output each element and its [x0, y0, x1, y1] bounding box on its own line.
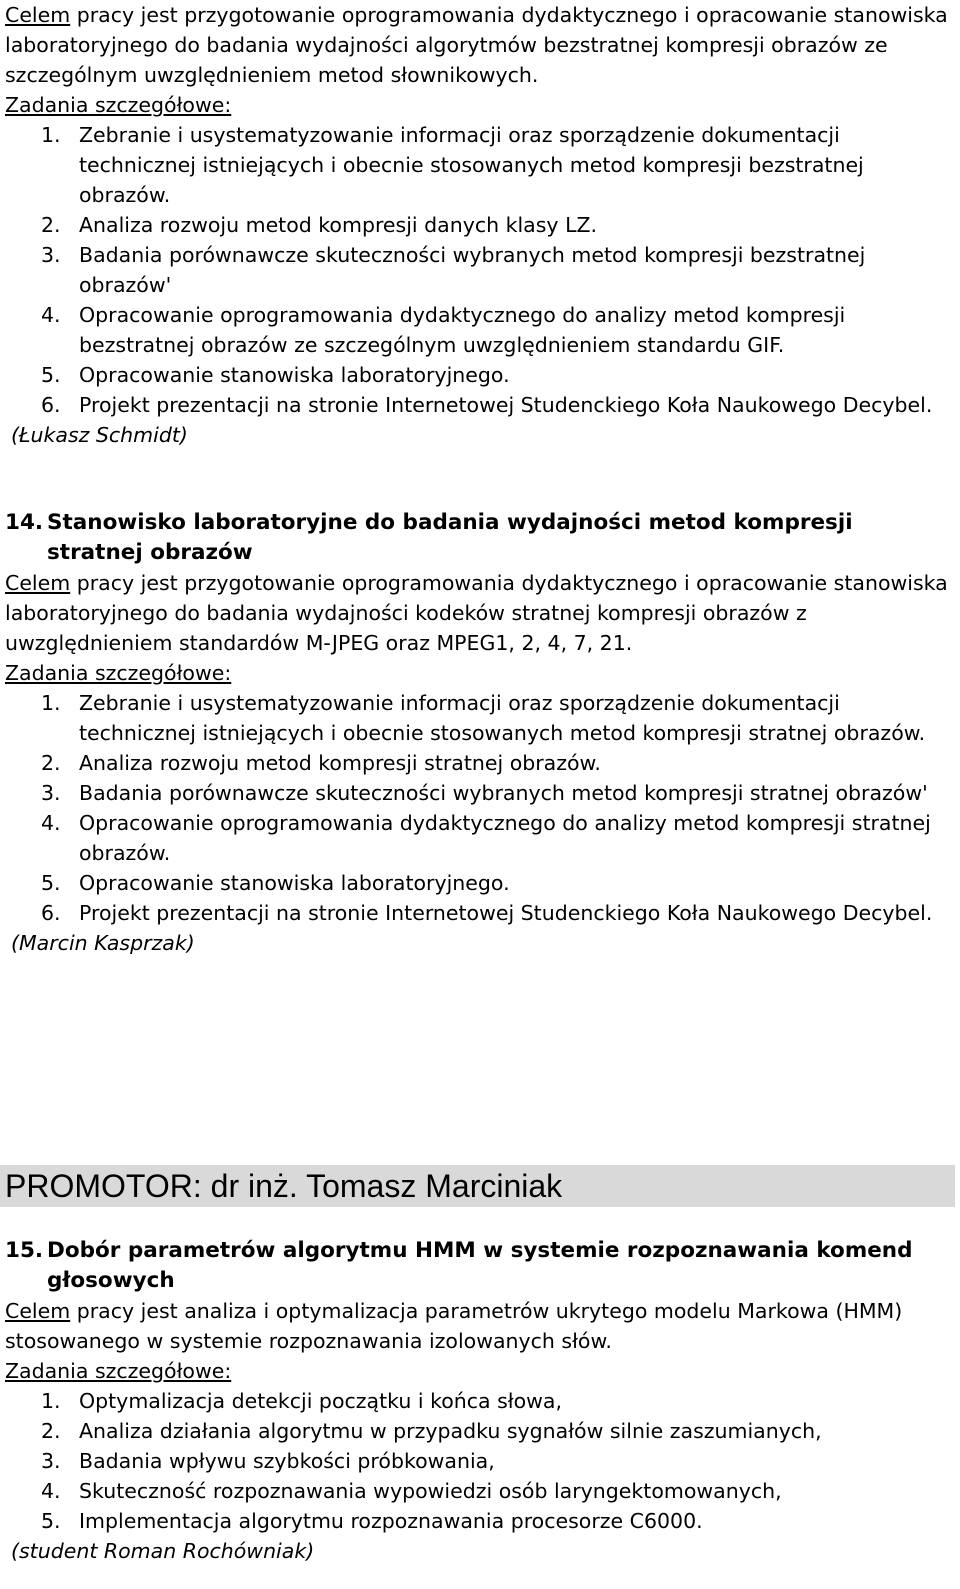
task-number: 4.	[41, 303, 61, 327]
list-item	[5, 210, 955, 240]
task-text: Analiza rozwoju metod kompresji danych klasy LZ.	[79, 213, 598, 237]
task-number: 2.	[41, 751, 61, 775]
intro-text: pracy jest przygotowanie oprogramowania dydaktycznego i opracowanie stanowiska laboratoryjnego do badania wydajności algorytmów bezstratnej kompresji obrazów ze szczególnym uwzględnieniem metod słownikowych.	[5, 3, 948, 87]
task-number: 2.	[41, 1419, 61, 1443]
task-number: 5.	[41, 1509, 61, 1533]
tasks-label: Zadania szczegółowe:	[5, 93, 232, 117]
list-item	[5, 778, 955, 808]
task-number: 1.	[41, 123, 61, 147]
task-number: 3.	[41, 1449, 61, 1473]
section-14	[5, 508, 955, 958]
author: (Łukasz Schmidt)	[11, 423, 188, 447]
list-item	[5, 1476, 955, 1506]
task-number: 3.	[41, 243, 61, 267]
list-item	[5, 1386, 955, 1416]
author: (student Roman Rochówniak)	[11, 1539, 315, 1563]
section-heading	[5, 508, 955, 568]
task-text: Projekt prezentacji na stronie Internetowej Studenckiego Koła Naukowego Decybel.	[79, 393, 933, 417]
section-prev-intro	[5, 0, 955, 90]
intro-lead: Celem	[5, 571, 71, 595]
list-item	[5, 120, 955, 210]
task-number: 6.	[41, 901, 61, 925]
section-number: 14.	[5, 510, 44, 535]
intro-text: pracy jest przygotowanie oprogramowania dydaktycznego i opracowanie stanowiska laboratoryjnego do badania wydajności kodeków stratnej kompresji obrazów z uwzględnieniem standardów M-JPEG oraz MPEG1, 2, 4, 7, 21.	[5, 571, 948, 655]
task-text: Zebranie i usystematyzowanie informacji oraz sporządzenie dokumentacji technicznej istniejących i obecnie stosowanych metod kompresji stratnej obrazów.	[79, 691, 926, 745]
section-number: 15.	[5, 1238, 44, 1263]
intro-lead: Celem	[5, 3, 71, 27]
list-item	[5, 1506, 955, 1536]
task-text: Opracowanie stanowiska laboratoryjnego.	[79, 363, 510, 387]
author: (Marcin Kasprzak)	[11, 931, 195, 955]
section-intro	[5, 568, 955, 658]
task-text: Analiza rozwoju metod kompresji stratnej obrazów.	[79, 751, 601, 775]
promotor-banner: PROMOTOR: dr inż. Tomasz Marciniak	[0, 1165, 955, 1207]
section-intro	[5, 1296, 955, 1356]
task-number: 5.	[41, 363, 61, 387]
tasks-label: Zadania szczegółowe:	[5, 1359, 232, 1383]
intro-text: pracy jest analiza i optymalizacja parametrów ukrytego modelu Markowa (HMM) stosowanego w systemie rozpoznawania izolowanych słów.	[5, 1299, 903, 1353]
list-item	[5, 390, 955, 420]
task-text: Opracowanie stanowiska laboratoryjnego.	[79, 871, 510, 895]
section-title: Stanowisko laboratoryjne do badania wydajności metod kompresji stratnej obrazów	[47, 510, 853, 565]
task-text: Badania porównawcze skuteczności wybranych metod kompresji bezstratnej obrazów'	[79, 243, 866, 297]
task-number: 5.	[41, 871, 61, 895]
task-list	[5, 1386, 955, 1536]
task-text: Badania porównawcze skuteczności wybranych metod kompresji stratnej obrazów'	[79, 781, 928, 805]
list-item	[5, 748, 955, 778]
task-number: 4.	[41, 1479, 61, 1503]
section-prev	[5, 0, 955, 450]
task-number: 2.	[41, 213, 61, 237]
task-text: Analiza działania algorytmu w przypadku sygnałów silnie zaszumianych,	[79, 1419, 822, 1443]
task-text: Zebranie i usystematyzowanie informacji oraz sporządzenie dokumentacji technicznej istniejących i obecnie stosowanych metod kompresji bezstratnej obrazów.	[79, 123, 864, 207]
task-number: 6.	[41, 393, 61, 417]
task-text: Projekt prezentacji na stronie Internetowej Studenckiego Koła Naukowego Decybel.	[79, 901, 933, 925]
tasks-label: Zadania szczegółowe:	[5, 661, 232, 685]
list-item	[5, 240, 955, 300]
task-text: Opracowanie oprogramowania dydaktycznego do analizy metod kompresji stratnej obrazów.	[79, 811, 931, 865]
task-text: Opracowanie oprogramowania dydaktycznego do analizy metod kompresji bezstratnej obrazów ze szczególnym uwzględnieniem standardu GIF.	[79, 303, 846, 357]
task-number: 1.	[41, 691, 61, 715]
task-text: Skuteczność rozpoznawania wypowiedzi osób laryngektomowanych,	[79, 1479, 782, 1503]
task-text: Badania wpływu szybkości próbkowania,	[79, 1449, 495, 1473]
list-item	[5, 1446, 955, 1476]
list-item	[5, 300, 955, 360]
list-item	[5, 898, 955, 928]
task-number: 4.	[41, 811, 61, 835]
task-list	[5, 688, 955, 928]
list-item	[5, 808, 955, 868]
section-15	[5, 1236, 955, 1566]
list-item	[5, 360, 955, 390]
section-heading	[5, 1236, 955, 1296]
section-title: Dobór parametrów algorytmu HMM w systemie rozpoznawania komend głosowych	[47, 1238, 913, 1293]
task-list	[5, 120, 955, 420]
intro-lead: Celem	[5, 1299, 71, 1323]
list-item	[5, 688, 955, 748]
task-text: Optymalizacja detekcji początku i końca słowa,	[79, 1389, 563, 1413]
task-number: 1.	[41, 1389, 61, 1413]
task-number: 3.	[41, 781, 61, 805]
list-item	[5, 868, 955, 898]
list-item	[5, 1416, 955, 1446]
task-text: Implementacja algorytmu rozpoznawania procesorze C6000.	[79, 1509, 703, 1533]
